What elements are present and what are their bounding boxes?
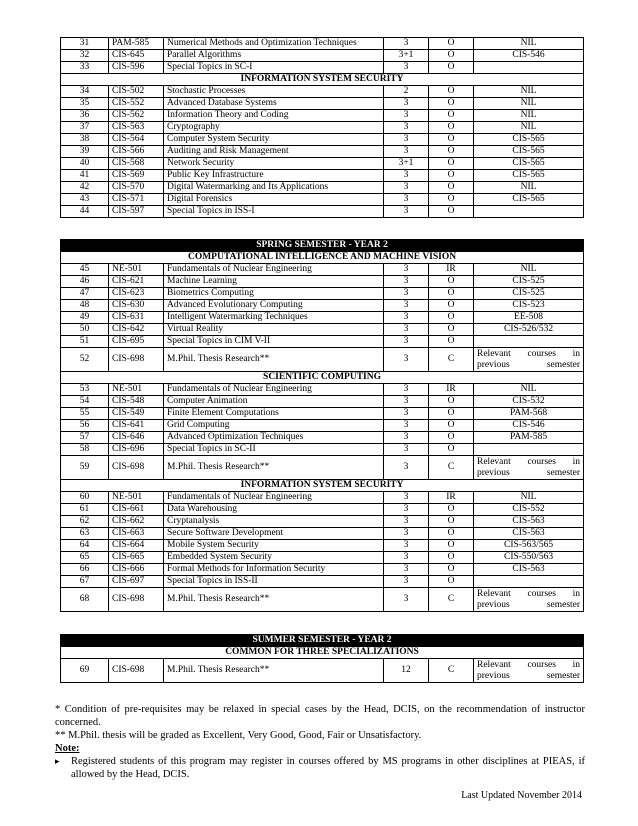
course-status: O xyxy=(429,194,474,206)
course-number: 38 xyxy=(61,134,109,146)
credit-hours: 3 xyxy=(384,62,429,74)
course-row xyxy=(61,396,584,408)
course-code: CIS-646 xyxy=(109,432,164,444)
course-number: 49 xyxy=(61,312,109,324)
course-row xyxy=(61,264,584,276)
prerequisite: CIS-525 xyxy=(474,288,584,300)
course-title: M.Phil. Thesis Research** xyxy=(164,588,384,612)
prerequisite xyxy=(474,206,584,218)
credit-hours: 3 xyxy=(384,324,429,336)
course-title: Numerical Methods and Optimization Techniques xyxy=(164,38,384,50)
course-status: O xyxy=(429,206,474,218)
course-status: C xyxy=(429,348,474,372)
course-title: Secure Software Development xyxy=(164,528,384,540)
prerequisite: Relevant courses in previous semester xyxy=(474,588,584,612)
course-number: 34 xyxy=(61,86,109,98)
course-number: 36 xyxy=(61,110,109,122)
course-number: 46 xyxy=(61,276,109,288)
course-number: 39 xyxy=(61,146,109,158)
course-row xyxy=(61,564,584,576)
course-number: 63 xyxy=(61,528,109,540)
course-row xyxy=(61,170,584,182)
course-title: Fundamentals of Nuclear Engineering xyxy=(164,384,384,396)
course-status: O xyxy=(429,300,474,312)
credit-hours: 3+1 xyxy=(384,158,429,170)
prerequisite: EE-508 xyxy=(474,312,584,324)
prerequisite xyxy=(474,62,584,74)
course-title: Biometrics Computing xyxy=(164,288,384,300)
course-code: CIS-666 xyxy=(109,564,164,576)
credit-hours: 3 xyxy=(384,312,429,324)
course-row xyxy=(61,50,584,62)
course-code: CIS-665 xyxy=(109,552,164,564)
section-header-row xyxy=(61,480,584,492)
credit-hours: 3 xyxy=(384,492,429,504)
course-status: O xyxy=(429,62,474,74)
course-status: O xyxy=(429,564,474,576)
course-title: M.Phil. Thesis Research** xyxy=(164,348,384,372)
section-header-row xyxy=(61,647,584,659)
course-title: Advanced Evolutionary Computing xyxy=(164,300,384,312)
course-title: Cryptography xyxy=(164,122,384,134)
course-row xyxy=(61,276,584,288)
course-status: O xyxy=(429,86,474,98)
course-number: 33 xyxy=(61,62,109,74)
course-code: CIS-630 xyxy=(109,300,164,312)
credit-hours: 3 xyxy=(384,528,429,540)
course-number: 43 xyxy=(61,194,109,206)
course-row xyxy=(61,122,584,134)
credit-hours: 3 xyxy=(384,564,429,576)
credit-hours: 3 xyxy=(384,396,429,408)
course-number: 48 xyxy=(61,300,109,312)
credit-hours: 3 xyxy=(384,576,429,588)
credit-hours: 3 xyxy=(384,504,429,516)
course-code: CIS-698 xyxy=(109,659,164,683)
course-code: CIS-664 xyxy=(109,540,164,552)
course-number: 41 xyxy=(61,170,109,182)
course-row xyxy=(61,98,584,110)
course-row xyxy=(61,408,584,420)
course-number: 52 xyxy=(61,348,109,372)
course-title: Virtual Reality xyxy=(164,324,384,336)
course-status: O xyxy=(429,38,474,50)
prerequisite: CIS-523 xyxy=(474,300,584,312)
credit-hours: 3 xyxy=(384,38,429,50)
section-title: COMMON FOR THREE SPECIALIZATIONS xyxy=(61,647,584,659)
course-number: 44 xyxy=(61,206,109,218)
course-row xyxy=(61,62,584,74)
credit-hours: 3 xyxy=(384,516,429,528)
course-code: CIS-570 xyxy=(109,182,164,194)
course-status: O xyxy=(429,98,474,110)
section-title: INFORMATION SYSTEM SECURITY xyxy=(61,480,584,492)
course-row xyxy=(61,444,584,456)
course-status: O xyxy=(429,552,474,564)
prerequisite xyxy=(474,444,584,456)
course-status: IR xyxy=(429,492,474,504)
section-header-row xyxy=(61,252,584,264)
course-status: O xyxy=(429,50,474,62)
course-title: Data Warehousing xyxy=(164,504,384,516)
credit-hours: 3 xyxy=(384,134,429,146)
course-number: 51 xyxy=(61,336,109,348)
course-code: CIS-597 xyxy=(109,206,164,218)
course-status: O xyxy=(429,170,474,182)
course-number: 40 xyxy=(61,158,109,170)
course-title: Auditing and Risk Management xyxy=(164,146,384,158)
prerequisite: NIL xyxy=(474,492,584,504)
course-status: O xyxy=(429,110,474,122)
section-header-row xyxy=(61,372,584,384)
prerequisite: Relevant courses in previous semester xyxy=(474,456,584,480)
course-title: Special Topics in ISS-II xyxy=(164,576,384,588)
course-number: 59 xyxy=(61,456,109,480)
course-number: 55 xyxy=(61,408,109,420)
course-status: O xyxy=(429,396,474,408)
prerequisite: CIS-526/532 xyxy=(474,324,584,336)
course-status: O xyxy=(429,408,474,420)
course-status: O xyxy=(429,336,474,348)
note-bullet-text: Registered students of this program may register in courses offered by MS programs in other disciplines at PIEAS, if allowed by the Head, DCIS. xyxy=(71,756,585,780)
course-code: CIS-549 xyxy=(109,408,164,420)
course-status: O xyxy=(429,528,474,540)
prerequisite-condition-note: * Condition of pre-requisites may be relaxed in special cases by the Head, DCIS, on the recommendation of instructor concerned. xyxy=(55,704,585,728)
course-title: Mobile System Security xyxy=(164,540,384,552)
credit-hours: 3 xyxy=(384,552,429,564)
course-title: Machine Learning xyxy=(164,276,384,288)
course-code: CIS-698 xyxy=(109,456,164,480)
prerequisite: CIS-565 xyxy=(474,170,584,182)
prerequisite: CIS-546 xyxy=(474,50,584,62)
course-row xyxy=(61,324,584,336)
credit-hours: 3 xyxy=(384,276,429,288)
prerequisite: CIS-546 xyxy=(474,420,584,432)
course-title: Special Topics in SC-II xyxy=(164,444,384,456)
prerequisite: CIS-550/563 xyxy=(474,552,584,564)
course-number: 62 xyxy=(61,516,109,528)
course-code: CIS-698 xyxy=(109,348,164,372)
course-title: Special Topics in ISS-I xyxy=(164,206,384,218)
prerequisite: NIL xyxy=(474,122,584,134)
course-title: Computer System Security xyxy=(164,134,384,146)
course-code: CIS-621 xyxy=(109,276,164,288)
credit-hours: 3 xyxy=(384,540,429,552)
course-code: CIS-697 xyxy=(109,576,164,588)
course-row xyxy=(61,528,584,540)
course-status: O xyxy=(429,288,474,300)
course-code: NE-501 xyxy=(109,384,164,396)
course-title: Finite Element Computations xyxy=(164,408,384,420)
course-code: CIS-571 xyxy=(109,194,164,206)
course-number: 68 xyxy=(61,588,109,612)
prerequisite: PAM-585 xyxy=(474,432,584,444)
prerequisite: CIS-563 xyxy=(474,528,584,540)
course-status: O xyxy=(429,158,474,170)
last-updated-footer: Last Updated November 2014 xyxy=(461,790,582,801)
course-status: O xyxy=(429,122,474,134)
notes-section xyxy=(55,703,585,781)
course-code: CIS-596 xyxy=(109,62,164,74)
course-row xyxy=(61,659,584,683)
course-row xyxy=(61,158,584,170)
credit-hours: 3 xyxy=(384,588,429,612)
course-code: CIS-631 xyxy=(109,312,164,324)
course-code: CIS-696 xyxy=(109,444,164,456)
course-code: CIS-695 xyxy=(109,336,164,348)
course-status: C xyxy=(429,456,474,480)
prerequisite xyxy=(474,336,584,348)
course-row xyxy=(61,384,584,396)
credit-hours: 2 xyxy=(384,86,429,98)
course-code: CIS-661 xyxy=(109,504,164,516)
course-status: O xyxy=(429,444,474,456)
course-title: M.Phil. Thesis Research** xyxy=(164,456,384,480)
prerequisite: CIS-565 xyxy=(474,146,584,158)
arrow-bullet-icon: ▸ xyxy=(55,756,60,766)
course-status: O xyxy=(429,576,474,588)
course-code: NE-501 xyxy=(109,264,164,276)
credit-hours: 3 xyxy=(384,432,429,444)
course-title: Computer Animation xyxy=(164,396,384,408)
course-row xyxy=(61,86,584,98)
course-number: 54 xyxy=(61,396,109,408)
course-number: 67 xyxy=(61,576,109,588)
course-status: C xyxy=(429,588,474,612)
credit-hours: 3 xyxy=(384,348,429,372)
course-row xyxy=(61,38,584,50)
course-code: PAM-585 xyxy=(109,38,164,50)
course-title: Parallel Algorithms xyxy=(164,50,384,62)
course-number: 53 xyxy=(61,384,109,396)
course-number: 60 xyxy=(61,492,109,504)
note-title: Note: xyxy=(55,743,80,754)
course-status: O xyxy=(429,516,474,528)
prerequisite xyxy=(474,576,584,588)
semester-title: SUMMER SEMESTER - YEAR 2 xyxy=(61,635,584,647)
course-code: CIS-552 xyxy=(109,98,164,110)
credit-hours: 3+1 xyxy=(384,50,429,62)
course-row xyxy=(61,420,584,432)
prerequisite: CIS-563 xyxy=(474,564,584,576)
course-row xyxy=(61,194,584,206)
course-status: C xyxy=(429,659,474,683)
course-title: Public Key Infrastructure xyxy=(164,170,384,182)
course-row xyxy=(61,516,584,528)
course-code: CIS-566 xyxy=(109,146,164,158)
course-title: Digital Forensics xyxy=(164,194,384,206)
credit-hours: 3 xyxy=(384,444,429,456)
course-code: CIS-642 xyxy=(109,324,164,336)
course-title: Special Topics in CIM V-II xyxy=(164,336,384,348)
prerequisite: CIS-525 xyxy=(474,276,584,288)
course-table-summer xyxy=(60,634,584,683)
credit-hours: 3 xyxy=(384,98,429,110)
course-code: CIS-569 xyxy=(109,170,164,182)
course-number: 57 xyxy=(61,432,109,444)
course-row xyxy=(61,146,584,158)
section-header-row xyxy=(61,74,584,86)
course-row xyxy=(61,300,584,312)
course-status: O xyxy=(429,312,474,324)
course-code: CIS-623 xyxy=(109,288,164,300)
course-row xyxy=(61,110,584,122)
course-title: Fundamentals of Nuclear Engineering xyxy=(164,264,384,276)
course-row xyxy=(61,504,584,516)
credit-hours: 3 xyxy=(384,336,429,348)
grading-note: ** M.Phil. thesis will be graded as Excellent, Very Good, Good, Fair or Unsatisfactory. xyxy=(55,730,422,741)
prerequisite: NIL xyxy=(474,86,584,98)
prerequisite: CIS-565 xyxy=(474,158,584,170)
course-code: CIS-562 xyxy=(109,110,164,122)
course-row xyxy=(61,134,584,146)
course-code: CIS-641 xyxy=(109,420,164,432)
credit-hours: 3 xyxy=(384,206,429,218)
course-number: 56 xyxy=(61,420,109,432)
course-number: 64 xyxy=(61,540,109,552)
prerequisite: Relevant courses in previous semester xyxy=(474,659,584,683)
course-table-spring xyxy=(60,239,584,612)
course-title: Grid Computing xyxy=(164,420,384,432)
course-row xyxy=(61,312,584,324)
semester-title: SPRING SEMESTER - YEAR 2 xyxy=(61,240,584,252)
course-title: Cryptanalysis xyxy=(164,516,384,528)
course-title: Advanced Database Systems xyxy=(164,98,384,110)
prerequisite: NIL xyxy=(474,38,584,50)
credit-hours: 3 xyxy=(384,408,429,420)
course-title: Digital Watermarking and Its Applications xyxy=(164,182,384,194)
credit-hours: 3 xyxy=(384,288,429,300)
course-status: IR xyxy=(429,264,474,276)
semester-header-row xyxy=(61,635,584,647)
course-code: CIS-564 xyxy=(109,134,164,146)
section-title: SCIENTIFIC COMPUTING xyxy=(61,372,584,384)
prerequisite: CIS-532 xyxy=(474,396,584,408)
course-row xyxy=(61,588,584,612)
course-row xyxy=(61,552,584,564)
credit-hours: 3 xyxy=(384,194,429,206)
course-code: CIS-563 xyxy=(109,122,164,134)
course-status: O xyxy=(429,182,474,194)
credit-hours: 12 xyxy=(384,659,429,683)
course-title: M.Phil. Thesis Research** xyxy=(164,659,384,683)
course-status: O xyxy=(429,134,474,146)
course-row xyxy=(61,288,584,300)
course-code: CIS-645 xyxy=(109,50,164,62)
semester-header-row xyxy=(61,240,584,252)
course-title: Stochastic Processes xyxy=(164,86,384,98)
course-title: Intelligent Watermarking Techniques xyxy=(164,312,384,324)
course-row xyxy=(61,182,584,194)
section-title: COMPUTATIONAL INTELLIGENCE AND MACHINE VISION xyxy=(61,252,584,264)
course-number: 31 xyxy=(61,38,109,50)
course-number: 47 xyxy=(61,288,109,300)
course-number: 32 xyxy=(61,50,109,62)
course-code: CIS-568 xyxy=(109,158,164,170)
course-title: Special Topics in SC-I xyxy=(164,62,384,74)
course-title: Network Security xyxy=(164,158,384,170)
course-number: 42 xyxy=(61,182,109,194)
prerequisite: NIL xyxy=(474,384,584,396)
course-title: Formal Methods for Information Security xyxy=(164,564,384,576)
note-bullet-item xyxy=(55,755,585,781)
prerequisite: NIL xyxy=(474,264,584,276)
course-status: O xyxy=(429,540,474,552)
prerequisite: CIS-565 xyxy=(474,194,584,206)
prerequisite: CIS-552 xyxy=(474,504,584,516)
course-status: O xyxy=(429,324,474,336)
course-status: O xyxy=(429,420,474,432)
course-number: 65 xyxy=(61,552,109,564)
course-status: O xyxy=(429,432,474,444)
course-code: NE-501 xyxy=(109,492,164,504)
course-row xyxy=(61,336,584,348)
course-row xyxy=(61,540,584,552)
course-title: Fundamentals of Nuclear Engineering xyxy=(164,492,384,504)
course-status: O xyxy=(429,504,474,516)
course-row xyxy=(61,432,584,444)
credit-hours: 3 xyxy=(384,170,429,182)
credit-hours: 3 xyxy=(384,110,429,122)
credit-hours: 3 xyxy=(384,182,429,194)
course-code: CIS-663 xyxy=(109,528,164,540)
course-status: IR xyxy=(429,384,474,396)
credit-hours: 3 xyxy=(384,146,429,158)
course-row xyxy=(61,576,584,588)
course-row xyxy=(61,206,584,218)
course-number: 35 xyxy=(61,98,109,110)
prerequisite: CIS-565 xyxy=(474,134,584,146)
course-title: Embedded System Security xyxy=(164,552,384,564)
prerequisite: NIL xyxy=(474,98,584,110)
prerequisite: NIL xyxy=(474,182,584,194)
course-row xyxy=(61,492,584,504)
course-number: 58 xyxy=(61,444,109,456)
course-number: 69 xyxy=(61,659,109,683)
prerequisite: PAM-568 xyxy=(474,408,584,420)
course-table-fall xyxy=(60,37,584,218)
section-title: INFORMATION SYSTEM SECURITY xyxy=(61,74,584,86)
course-number: 61 xyxy=(61,504,109,516)
course-code: CIS-502 xyxy=(109,86,164,98)
course-code: CIS-662 xyxy=(109,516,164,528)
course-status: O xyxy=(429,146,474,158)
course-title: Advanced Optimization Techniques xyxy=(164,432,384,444)
course-code: CIS-548 xyxy=(109,396,164,408)
credit-hours: 3 xyxy=(384,456,429,480)
prerequisite: CIS-563 xyxy=(474,516,584,528)
prerequisite: NIL xyxy=(474,110,584,122)
prerequisite: Relevant courses in previous semester xyxy=(474,348,584,372)
course-number: 45 xyxy=(61,264,109,276)
course-row xyxy=(61,348,584,372)
course-number: 66 xyxy=(61,564,109,576)
credit-hours: 3 xyxy=(384,384,429,396)
course-number: 37 xyxy=(61,122,109,134)
credit-hours: 3 xyxy=(384,300,429,312)
course-row xyxy=(61,456,584,480)
course-number: 50 xyxy=(61,324,109,336)
course-code: CIS-698 xyxy=(109,588,164,612)
credit-hours: 3 xyxy=(384,122,429,134)
prerequisite: CIS-563/565 xyxy=(474,540,584,552)
course-title: Information Theory and Coding xyxy=(164,110,384,122)
credit-hours: 3 xyxy=(384,420,429,432)
course-status: O xyxy=(429,276,474,288)
credit-hours: 3 xyxy=(384,264,429,276)
